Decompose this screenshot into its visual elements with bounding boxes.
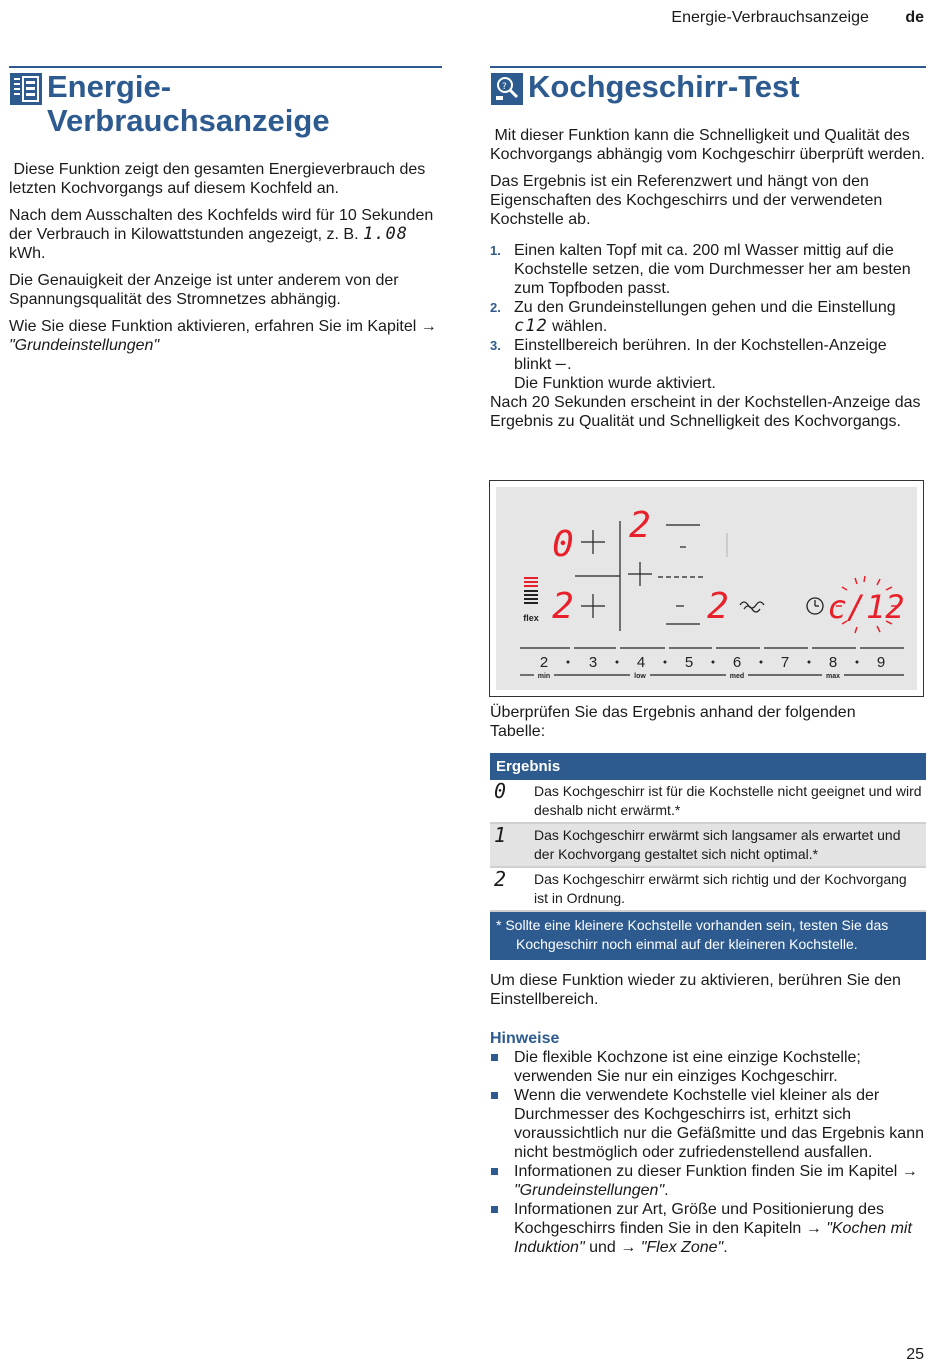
zone-display-top-left: 0 [552,524,574,565]
energy-p2-value: 1.08 [363,224,408,244]
result-symbol: 0 [490,780,530,823]
scale-value[interactable]: 5 [684,654,694,671]
step-text-after: . [567,356,572,373]
zone-display-bottom-center: 2 [707,586,729,627]
list-item [490,1086,926,1162]
scale-value[interactable]: 8 [828,654,838,671]
hint-text-after: . [664,1182,669,1199]
step-number: 1. [490,243,501,258]
list-item [490,1048,926,1086]
table-row [490,823,926,867]
scale-value[interactable]: 2 [539,654,549,671]
energy-p1-text: Diese Funktion zeigt den gesamten Energieverbrauch des letzten Kochvorgangs auf diesem Kochfeld an. [9,161,426,197]
control-panel-illustration [490,481,923,696]
step-text: Einstellbereich berühren. In der Kochstellen-Anzeige blinkt [514,337,887,373]
setting-code: c12 [514,316,548,336]
bullet-square-icon [491,1054,498,1061]
check-instruction: Überprüfen Sie das Ergebnis anhand der folgenden Tabelle: [490,704,856,740]
zone-display-top-center: 2 [629,505,651,546]
result-symbol: 2 [490,867,530,911]
scale-value[interactable]: 6 [732,654,742,671]
step-text: Zu den Grundeinstellungen gehen und die Einstellung [514,299,896,316]
section-rule [9,66,442,68]
control-panel-figure [489,480,924,697]
result-text: Das Kochgeschirr erwärmt sich richtig und der Kochvorgang ist in Ordnung. [530,867,926,911]
result-text: Das Kochgeschirr ist für die Kochstelle nicht geeignet und wird deshalb nicht erwärmt.* [530,780,926,823]
energy-p2-after: kWh. [9,245,46,262]
flex-zone-indicator-icon [524,577,538,604]
energy-p2-before: Nach dem Ausschalten des Kochfelds wird für 10 Sekunden der Verbrauch in Kilowattstunden angezeigt, z. B. [9,207,434,243]
blink-symbol: – [555,354,568,374]
energy-p4-before: Wie Sie diese Funktion aktivieren, erfahren Sie im Kapitel [9,318,417,335]
hint-text: Wenn die verwendete Kochstelle viel kleiner als der Durchmesser des Kochgeschirrs ist, erhitzt sich voraussichtlich nur die Gefäßmitte und das Ergebnis kann nicht bestmöglich oder zufriedenstellend ausfallen. [514,1087,924,1161]
list-item [490,1162,926,1200]
energy-section [9,66,442,363]
scale-label-med: med [729,673,745,680]
flex-label: flex [523,613,539,623]
result-table [490,753,926,961]
svg-text:?: ? [502,82,507,92]
energy-title-line2: Verbrauchsanzeige [47,103,330,138]
result-table-header: Ergebnis [490,753,926,780]
bullet-square-icon [491,1206,498,1213]
hints-block [490,971,926,1257]
section-rule [490,66,926,68]
arrow-icon: → [805,1220,822,1237]
energy-display-icon [9,72,43,106]
energy-title-row [9,70,442,138]
hints-list [490,1048,926,1257]
step-text-after: wählen. [552,318,608,335]
result-symbol: 1 [490,823,530,867]
energy-paragraph-2 [9,206,442,263]
scale-label-low: low [634,673,646,680]
scale-value[interactable]: 7 [780,654,790,671]
hint-text: Informationen zur Art, Größe und Positionierung des Kochgeschirrs finden Sie in den Kapiteln [514,1201,884,1237]
step-item [490,336,926,393]
reactivate-text: Um diese Funktion wieder zu aktivieren, berühren Sie den Einstellbereich. [490,972,901,1008]
step-result: Die Funktion wurde aktiviert. [514,375,716,392]
list-item [490,1200,926,1257]
timer-display: c/12 [827,588,905,626]
scale-value[interactable]: 3 [588,654,598,671]
energy-paragraph-4 [9,317,442,355]
energy-p4-link[interactable]: "Grundeinstellungen" [9,337,160,354]
step-text: Einen kalten Topf mit ca. 200 ml Wasser mittig auf die Kochstelle setzen, die vom Durchmesser her am besten zum Topfboden passt. [514,242,911,297]
result-text: Das Kochgeschirr erwärmt sich langsamer als erwartet und der Kochvorgang gestaltet sich nicht optimal.* [530,823,926,867]
cookware-paragraph-1 [490,126,926,164]
step-item [490,298,926,336]
step-number: 3. [490,338,501,353]
cookware-paragraph-2: Das Ergebnis ist ein Referenzwert und hängt von den Eigenschaften des Kochgeschirrs und der verwendeten Kochstelle ab. [490,173,883,228]
bullet-square-icon [491,1168,498,1175]
bullet-square-icon [491,1092,498,1099]
energy-title [47,70,330,138]
cookware-title: Kochgeschirr-Test [528,69,800,104]
step-item [490,241,926,298]
hint-text-after: . [723,1239,728,1256]
table-row [490,780,926,823]
arrow-icon: → [420,318,437,335]
hint-text-middle: und [589,1239,616,1256]
table-row [490,867,926,911]
scale-value[interactable]: 9 [876,654,886,671]
hint-text: Die flexible Kochzone ist eine einzige Kochstelle; verwenden Sie nur ein einziges Kochgeschirr. [514,1049,861,1085]
hint-link[interactable]: "Grundeinstellungen" [514,1182,665,1199]
hint-link[interactable]: "Kochen mit Induktion" [514,1220,912,1256]
page-header [671,9,924,27]
cookware-title-row [490,70,926,106]
arrow-icon: → [620,1239,637,1256]
scale-label-max: max [825,673,841,680]
cookware-p1-text: Mit dieser Funktion kann die Schnelligkeit und Qualität des Kochvorgangs abhängig vom Kochgeschirr überprüft werden. [490,127,925,163]
step-number: 2. [490,300,501,315]
energy-paragraph-3: Die Genauigkeit der Anzeige ist unter anderem von der Spannungsqualität des Stromnetzes abhängig. [9,272,399,308]
page-number: 25 [906,1346,924,1363]
scale-value[interactable]: 4 [636,654,646,671]
result-table-note: * Sollte eine kleinere Kochstelle vorhanden sein, testen Sie das Kochgeschirr noch einmal auf der kleineren Kochstelle. [490,911,926,961]
cookware-section [490,66,926,439]
cookware-after-steps: Nach 20 Sekunden erscheint in der Kochstellen-Anzeige das Ergebnis zu Qualität und Schnelligkeit des Kochvorgangs. [490,394,921,430]
scale-label-min: min [537,673,551,680]
hints-title: Hinweise [490,1030,560,1047]
cookware-test-icon [490,72,524,106]
header-section-title: Energie-Verbrauchsanzeige [671,9,869,26]
energy-paragraph-1 [9,160,442,198]
arrow-icon: → [901,1163,918,1180]
header-language: de [905,9,924,26]
cookware-steps [490,241,926,393]
energy-title-line1: Energie- [47,69,172,104]
hint-text: Informationen zu dieser Funktion finden Sie im Kapitel [514,1163,898,1180]
hint-link[interactable]: "Flex Zone" [640,1239,724,1256]
zone-display-bottom-left: 2 [552,586,574,627]
